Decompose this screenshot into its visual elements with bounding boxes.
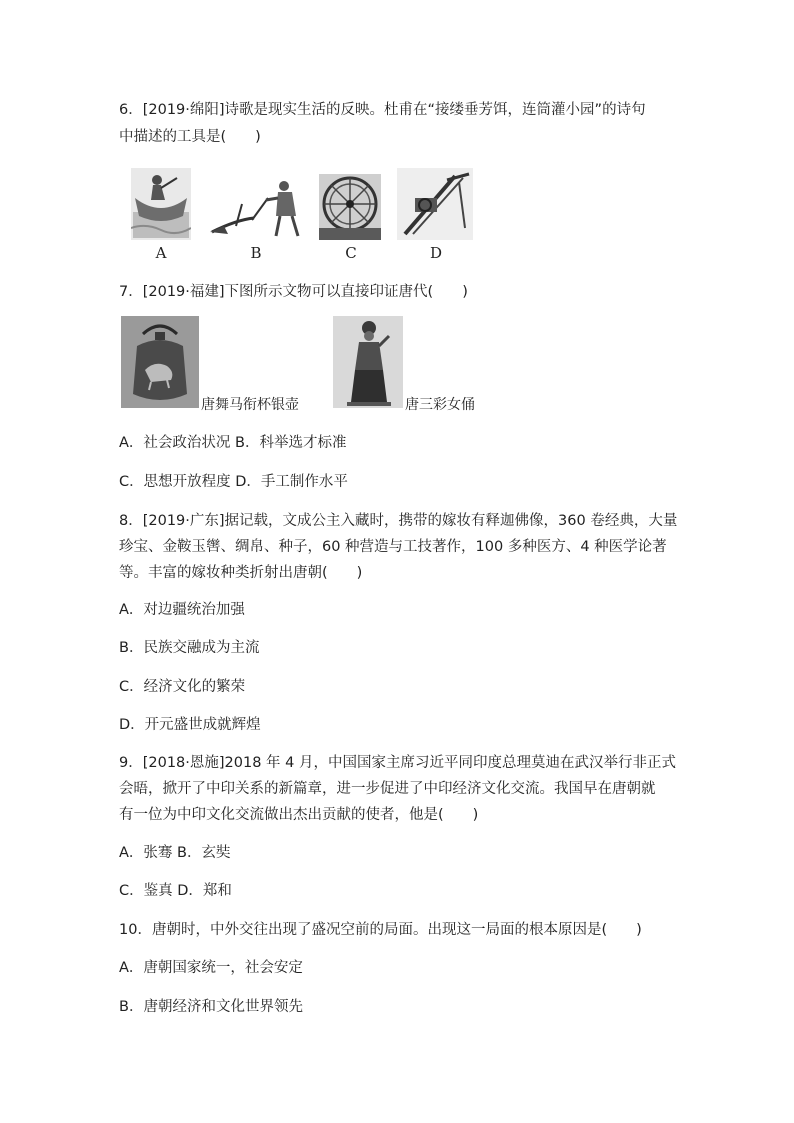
q6-image-b bbox=[206, 176, 306, 240]
q8-option-d: D．开元盛世成就辉煌 bbox=[119, 717, 261, 733]
q8-option-c: C．经济文化的繁荣 bbox=[119, 679, 246, 695]
q6-caption-b: B bbox=[250, 244, 262, 262]
q7-tricolor-figurine-image bbox=[333, 316, 403, 408]
q7-fig1-caption: 唐舞马衔杯银壶 bbox=[201, 397, 299, 413]
q6-image-a bbox=[131, 168, 191, 240]
q6-stem-line1: 6．[2019·绵阳]诗歌是现实生活的反映。杜甫在“接缕垂芳饵，连筒灌小园”的诗句 bbox=[119, 102, 646, 118]
q8-option-b: B．民族交融成为主流 bbox=[119, 640, 260, 656]
q9-options-ab: A．张骞 B．玄奘 bbox=[119, 845, 231, 861]
q6-caption-d: D bbox=[429, 244, 443, 262]
q8-stem-line3: 等。丰富的嫁妆种类折射出唐朝( ) bbox=[119, 565, 363, 581]
q9-options-cd: C．鉴真 D．郑和 bbox=[119, 883, 232, 899]
q9-stem-line1: 9．[2018·恩施]2018 年 4 月，中国国家主席习近平同印度总理莫迪在武汉举行非正式 bbox=[119, 755, 677, 771]
q8-stem-line2: 珍宝、金鞍玉辔、绸帛、种子，60 种营造与工技著作，100 多种医方、4 种医学论著 bbox=[119, 539, 667, 555]
q7-stem: 7．[2019·福建]下图所示文物可以直接印证唐代( ) bbox=[119, 284, 468, 300]
q6-caption-a: A bbox=[155, 244, 167, 262]
q7-fig2-caption: 唐三彩女俑 bbox=[405, 397, 475, 413]
q6-image-d bbox=[397, 168, 473, 240]
q9-stem-line2: 会晤，掀开了中印关系的新篇章，进一步促进了中印经济文化交流。我国早在唐朝就 bbox=[119, 781, 656, 797]
q7-silver-pot-image bbox=[121, 316, 199, 408]
q8-option-a: A．对边疆统治加强 bbox=[119, 602, 245, 618]
q10-stem: 10．唐朝时，中外交往出现了盛况空前的局面。出现这一局面的根本原因是( ) bbox=[119, 922, 642, 938]
q6-stem-line2: 中描述的工具是( ) bbox=[119, 129, 261, 145]
q7-options-ab: A．社会政治状况 B．科举选才标准 bbox=[119, 435, 347, 451]
q10-option-a: A．唐朝国家统一，社会安定 bbox=[119, 960, 303, 976]
q9-stem-line3: 有一位为中印文化交流做出杰出贡献的使者，他是( ) bbox=[119, 807, 479, 823]
q6-image-c bbox=[319, 174, 381, 240]
q10-option-b: B．唐朝经济和文化世界领先 bbox=[119, 999, 303, 1015]
q8-stem-line1: 8．[2019·广东]据记载，文成公主入藏时，携带的嫁妆有释迦佛像，360 卷经典，大量 bbox=[119, 513, 678, 529]
q7-options-cd: C．思想开放程度 D．手工制作水平 bbox=[119, 474, 348, 490]
q6-caption-c: C bbox=[345, 244, 357, 262]
